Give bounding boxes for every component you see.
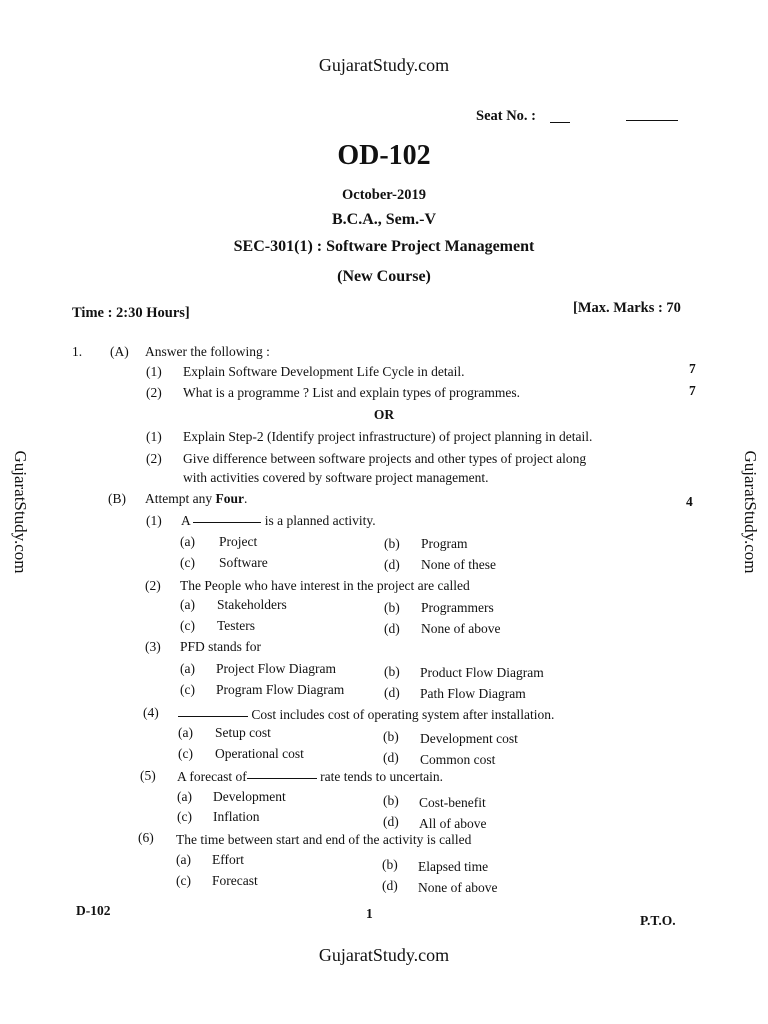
footer-code: D-102 (76, 903, 111, 918)
option-label: (c) (180, 555, 195, 570)
option-text: Forecast (212, 873, 258, 888)
section-a-title: Answer the following : (145, 344, 270, 359)
mcq-num: (6) (138, 830, 154, 845)
option-text: Inflation (213, 809, 260, 824)
watermark-left: GujaratStudy.com (11, 450, 30, 574)
option-label: (a) (177, 789, 192, 804)
mcq-question: Cost includes cost of operating system after installation. (178, 707, 554, 723)
option-label: (b) (384, 664, 400, 679)
watermark-bottom: GujaratStudy.com (318, 945, 450, 965)
option-text: Project (219, 534, 258, 549)
option-label: (d) (382, 878, 398, 893)
a-item-text: What is a programme ? List and explain types of programmes. (183, 385, 521, 400)
watermark-right: GujaratStudy.com (741, 450, 760, 574)
option-label: (a) (178, 725, 193, 740)
a-alt-item-num: (1) (146, 429, 162, 444)
a-alt-item-text-cont: with activities covered by software project management. (183, 470, 489, 485)
seat-no-label: Seat No. : (476, 108, 537, 124)
option-label: (c) (180, 618, 195, 633)
section-b-title: Attempt any Four. (145, 491, 248, 506)
option-text: Development (213, 789, 286, 804)
mcq-question: PFD stands for (180, 639, 262, 654)
option-label: (a) (180, 597, 195, 612)
option-text: Testers (217, 618, 256, 633)
option-text: Product Flow Diagram (420, 665, 544, 680)
a-item-marks: 7 (689, 383, 696, 398)
option-text: Elapsed time (418, 859, 489, 874)
seat-no-line-1 (550, 122, 570, 123)
paper-code: OD-102 (337, 140, 431, 171)
seat-no-line-2 (626, 120, 678, 121)
course-name: B.C.A., Sem.-V (332, 211, 436, 228)
section-a-label: (A) (110, 344, 129, 359)
option-label: (c) (180, 682, 195, 697)
option-label: (a) (180, 661, 195, 676)
option-label: (d) (383, 750, 399, 765)
option-label: (c) (178, 746, 193, 761)
option-text: Effort (212, 852, 244, 867)
option-label: (c) (177, 809, 192, 824)
answer-blank (193, 521, 261, 523)
option-text: Cost-benefit (419, 795, 486, 810)
option-text: None of these (421, 557, 496, 572)
a-item-num: (2) (146, 385, 162, 400)
option-label: (b) (383, 729, 399, 744)
option-text: None of above (421, 621, 501, 636)
mcq-num: (1) (146, 513, 162, 528)
a-item-marks: 7 (689, 361, 696, 376)
mcq-question: A is a planned activity. (181, 513, 376, 528)
option-label: (d) (384, 621, 400, 636)
max-marks-label: [Max. Marks : 70 (573, 300, 681, 316)
option-label: (a) (180, 534, 195, 549)
time-label: Time : 2:30 Hours] (72, 305, 190, 321)
a-item-text: Explain Software Development Life Cycle in detail. (183, 364, 465, 379)
option-text: Common cost (420, 752, 496, 767)
section-b-label: (B) (108, 491, 126, 506)
mcq-question: The People who have interest in the project are called (180, 578, 470, 593)
option-label: (b) (383, 793, 399, 808)
option-label: (b) (384, 600, 400, 615)
option-text: Path Flow Diagram (420, 686, 526, 701)
question-number: 1. (72, 344, 83, 359)
mcq-num: (3) (145, 639, 161, 654)
option-text: Programmers (421, 600, 494, 615)
a-alt-item-num: (2) (146, 451, 162, 466)
mcq-num: (2) (145, 578, 161, 593)
option-text: Project Flow Diagram (216, 661, 336, 676)
option-label: (a) (176, 852, 191, 867)
option-label: (d) (384, 557, 400, 572)
a-item-num: (1) (146, 364, 162, 379)
mcq-question: A forecast of rate tends to uncertain. (177, 769, 444, 784)
option-text: Software (219, 555, 268, 570)
answer-blank (247, 777, 317, 779)
course-scheme: (New Course) (337, 268, 431, 285)
a-alt-item-text: Explain Step-2 (Identify project infrastructure) of project planning in detail. (183, 429, 593, 444)
option-label: (d) (383, 814, 399, 829)
option-text: Operational cost (215, 746, 304, 761)
or-separator: OR (373, 407, 395, 422)
watermark-top: GujaratStudy.com (318, 55, 450, 75)
a-alt-item-text: Give difference between software projects and other types of project along (183, 451, 587, 466)
mcq-num: (5) (140, 768, 156, 783)
option-label: (b) (382, 857, 398, 872)
option-text: Program (421, 536, 468, 551)
option-text: Stakeholders (217, 597, 287, 612)
subject-title: SEC-301(1) : Software Project Management (233, 238, 535, 255)
option-label: (d) (384, 685, 400, 700)
option-text: All of above (419, 816, 487, 831)
pto-label: P.T.O. (640, 913, 676, 928)
option-text: None of above (418, 880, 498, 895)
mcq-question: The time between start and end of the activity is called (176, 832, 472, 847)
mcq-num: (4) (143, 705, 159, 720)
answer-blank (178, 715, 248, 717)
option-label: (c) (176, 873, 191, 888)
option-text: Development cost (420, 731, 518, 746)
section-b-marks: 4 (686, 494, 693, 509)
page-number: 1 (366, 906, 373, 921)
option-text: Setup cost (215, 725, 271, 740)
option-text: Program Flow Diagram (216, 682, 345, 697)
option-label: (b) (384, 536, 400, 551)
exam-date: October-2019 (341, 187, 427, 203)
